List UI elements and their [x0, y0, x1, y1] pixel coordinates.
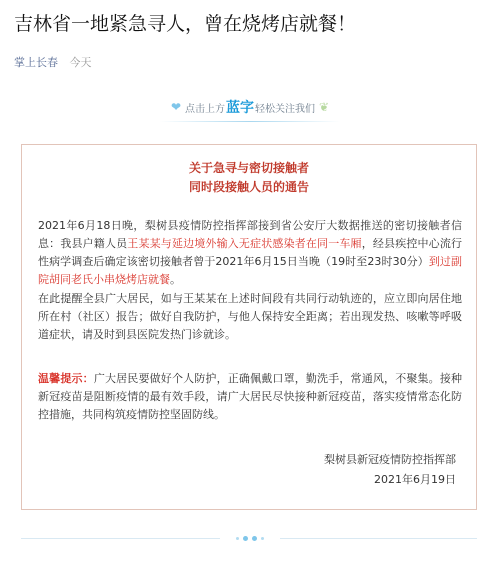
p1-highlight-2: 到过副院胡同老氏小串烧烤店就餐: [38, 255, 463, 286]
p1-text-a: 2021年6月18日晚，梨树县疫情防控指挥部接到省公安厅大数据推送的密切接触者信息：我县户籍人员: [38, 219, 462, 250]
ornament-dot: [236, 537, 239, 540]
divider-ornament: [220, 532, 280, 544]
follow-suffix: 轻松关注我们: [255, 103, 315, 115]
p1-text-b: ，经县疾控中心流行性病学调查后确定该密切接触者曾于2021年6月15日当晚（19时至23时30分）: [38, 237, 462, 268]
heart-icon: ❤: [170, 100, 181, 114]
notice-paragraph-3: [38, 370, 462, 424]
publish-date: 今天: [69, 56, 92, 69]
warm-tip-text: 广大居民要做好个人防护，正确佩戴口罩，勤洗手，常通风，不聚集。接种新冠疫苗是阻断疫情的最有效手段，请广大居民尽快接种新冠疫苗，落实疫情常态化防控措施，共同构筑疫情防控坚固防线。: [38, 372, 462, 421]
p1-text-c: 。: [170, 273, 181, 286]
source-link[interactable]: 掌上长春: [14, 56, 58, 69]
notice-title-line1: 关于急寻与密切接触者: [188, 161, 309, 175]
warm-tip-label: 温馨提示：: [38, 372, 94, 385]
leaf-icon: ❦: [319, 100, 330, 114]
notice-title: [22, 159, 476, 197]
notice-paragraph-2: 在此提醒全县广大居民，如与王某某在上述时间段有共同行动轨迹的，应立即向居住地所在村（社区）报告；做好自我防护，与他人保持安全距离；若出现发热、咳嗽等呼吸道症状，请及时到县医院发热门诊就诊。: [38, 292, 462, 341]
follow-banner[interactable]: [152, 92, 348, 122]
notice-box: [21, 144, 477, 510]
follow-highlight: 蓝字: [226, 100, 254, 116]
signature-organization: 梨树县新冠疫情防控指挥部: [324, 453, 456, 466]
ornament-dot: [261, 537, 264, 540]
ornament-dot: [252, 536, 257, 541]
signature-date: 2021年6月19日: [374, 473, 456, 486]
ornament-dot: [243, 536, 248, 541]
follow-underline: [160, 121, 340, 122]
follow-prefix: 点击上方: [185, 103, 225, 115]
p1-highlight-1: 王某某与延边境外输入无症状感染者在同一车厢: [127, 237, 362, 250]
notice-title-line2: 同时段接触人员的通告: [188, 180, 309, 194]
article-meta: [14, 54, 92, 70]
notice-paragraph-1: [38, 217, 462, 289]
article-title: 吉林省一地紧急寻人，曾在烧烤店就餐！: [14, 13, 357, 35]
